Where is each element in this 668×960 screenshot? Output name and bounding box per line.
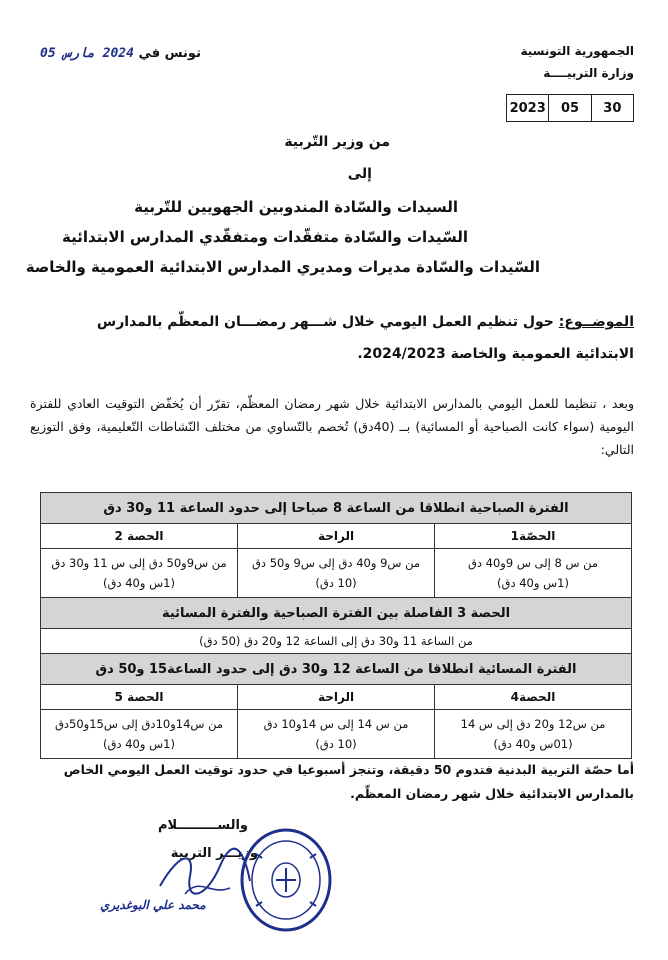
morning-duration-2: (10 دق): [315, 576, 357, 590]
official-seal-icon: [236, 824, 336, 936]
ministry-name: وزارة التربيــــة: [543, 66, 634, 80]
afternoon-cell-1: [435, 710, 632, 759]
afternoon-time-2: من س 14 إلى س 14و10 دق: [263, 717, 409, 731]
afternoon-period-header: الفترة المسائية انطلاقا من الساعة 12 و30 دق إلى حدود الساعة15 و50 دق: [41, 654, 632, 685]
afternoon-cell-2: [238, 710, 435, 759]
ref-year: 2023: [509, 100, 546, 116]
signatory-title: وزيـــر التربية: [170, 846, 258, 861]
ref-month: 05: [548, 95, 590, 121]
afternoon-cell-3: [41, 710, 238, 759]
afternoon-time-3: من س14و10دق إلى س15و50دق: [54, 717, 224, 731]
morning-cell-2: [238, 549, 435, 598]
subject: [36, 306, 634, 370]
morning-time-2: من س9 و40 دق إلى س9 و50 دق: [251, 556, 421, 570]
schedule-table: [40, 492, 632, 759]
closing-salutation: والســـــــــلام: [157, 818, 248, 833]
signature-name: محمد علي البوغديري: [100, 898, 206, 912]
to-line: إلى: [347, 166, 372, 182]
sender-line: من وزير التّربية: [284, 134, 390, 150]
morning-label-2: الراحة: [238, 524, 435, 549]
morning-cell-1: [435, 549, 632, 598]
body-paragraph: وبعد ، تنظيما للعمل اليومي بالمدارس الابتدائية خلال شهر رمضان المعظّم، تقرّر أن يُخفّض التوقيت العادي للفترة اليومية (سواء كانت الصباحية أو المسائية) بــ (40دق) تُخصم بالتّساوي من مختلف النّشاطات التّعليمية، وفق التوزيع التالي:: [30, 396, 634, 457]
place-label: تونس في: [138, 46, 201, 61]
morning-duration-1: (1س و40 دق): [497, 576, 569, 590]
recipient-line-1: السيدات والسّادة المندوبين الجهويين للتّربية: [134, 198, 458, 216]
morning-period-header: الفترة الصباحية انطلاقا من الساعة 8 صباحا إلى حدود الساعة 11 و30 دق: [41, 493, 632, 524]
afternoon-duration-1: (01س و40 دق): [493, 737, 573, 751]
afternoon-duration-2: (10 دق): [315, 737, 357, 751]
place-date: [40, 46, 201, 61]
date-stamp: 2024 مارس 05: [40, 46, 134, 61]
afternoon-label-2: الراحة: [238, 685, 435, 710]
afternoon-duration-3: (1س و40 دق): [103, 737, 175, 751]
morning-label-1: الحصّة1: [435, 524, 632, 549]
ref-day: 30: [591, 95, 633, 121]
morning-cell-3: [41, 549, 238, 598]
subject-text: حول تنظيم العمل اليومي خلال شـــهر رمضـــان المعظّم بالمدارس الابتدائية العمومية والخاصة 2024/2023.: [96, 314, 634, 362]
reference-date-box: [506, 94, 634, 122]
morning-label-3: الحصة 2: [41, 524, 238, 549]
morning-time-1: من س 8 إلى س 9و40 دق: [467, 556, 599, 570]
afternoon-label-3: الحصة 5: [41, 685, 238, 710]
break-period-header: الحصة 3 الفاصلة بين الفترة الصباحية والفترة المسائية: [41, 598, 632, 629]
recipient-line-3: السّيدات والسّادة مديرات ومديري المدارس الابتدائية العمومية والخاصة: [25, 258, 540, 276]
recipient-line-2: السّيدات والسّادة متفقّدات ومتفقّدي المدارس الابتدائية: [61, 228, 468, 246]
break-period-detail: من الساعة 11 و30 دق إلى الساعة 12 و20 دق (50 دق): [41, 629, 632, 654]
afternoon-time-1: من س12 و20 دق إلى س 14: [460, 717, 606, 731]
morning-time-3: من س9و50 دق إلى س 11 و30 دق: [51, 556, 227, 570]
afternoon-label-1: الحصة4: [435, 685, 632, 710]
morning-duration-3: (1س و40 دق): [103, 576, 175, 590]
subject-label: الموضــوع:: [558, 314, 634, 330]
republic-name: الجمهورية التونسية: [520, 44, 634, 58]
physical-education-note: أما حصّة التربية البدنية فتدوم 50 دقيقة، وتنجز أسبوعيا في حدود توقيت العمل اليومي الخاص بالمدارس الابتدائية خلال شهر رمضان المعظّم.: [63, 762, 634, 801]
